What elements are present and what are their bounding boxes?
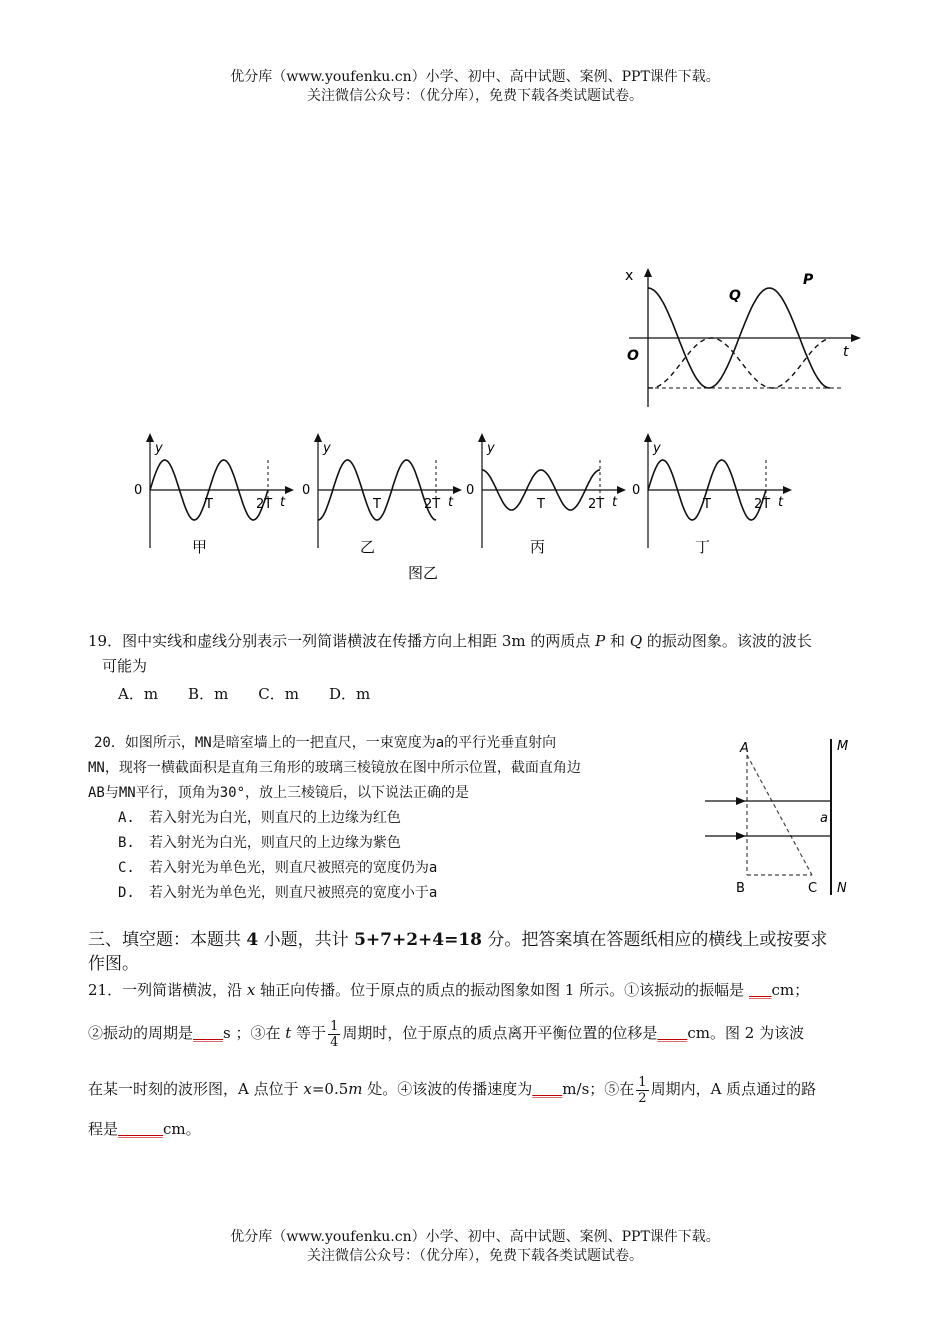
q19-stem-b: 和 [605, 632, 630, 650]
pq-vibration-figure [615, 265, 865, 415]
q21-l3-c: 处。④该波的传播速度为 [362, 1080, 533, 1098]
ruler-label-m: M [837, 739, 849, 754]
prism-figure [700, 735, 865, 900]
panel-y-label: y [323, 441, 331, 456]
q21-l1-a: 21．一列简谐横波，沿 [88, 981, 247, 999]
pq-q-label: Q [729, 288, 741, 304]
header-line-1: 优分库（www.youfenku.cn）小学、初中、高中试题、案例、PPT课件下载。 [230, 69, 720, 85]
footer-line-2: 关注微信公众号：（优分库），免费下载各类试题试卷。 [307, 1248, 643, 1264]
prism-label-c: C [808, 881, 818, 896]
q21-l1-c: cm； [771, 981, 810, 999]
fraction-half-num: 1 [638, 1074, 647, 1090]
pq-origin-label: O [627, 348, 639, 364]
fraction-quarter [328, 1019, 340, 1050]
q19-stem-c: 的振动图象。该波的波长 [642, 632, 812, 650]
wave-panel-bing [466, 433, 626, 548]
section3-part-d: 作图。 [88, 954, 139, 974]
pq-t-arrow [851, 334, 861, 342]
panel-t-label: t [448, 495, 454, 510]
panel-y-arrow [146, 433, 154, 442]
panel-zero-label: 0 [466, 483, 475, 498]
panel-y-label: y [155, 441, 163, 456]
q21-l1-b: 轴正向传播。位于原点的质点的振动图象如图 1 所示。①该振动的振幅是 [255, 981, 749, 999]
q21-l3-e: 周期内，A 质点通过的路 [650, 1080, 817, 1098]
q20-option-b: B. 若入射光为白光，则直尺的上边缘为紫色 [118, 835, 401, 851]
panel-t1-label: T [205, 497, 213, 512]
question-19 [88, 629, 888, 707]
wave-panels-figure [130, 430, 810, 590]
blank-displacement[interactable]: ____ [657, 1024, 688, 1042]
section3-part-c: 分。把答案填在答题纸相应的横线上或按要求 [482, 930, 828, 950]
panel-zero-label: 0 [134, 483, 143, 498]
q21-l2-c: 等于 [291, 1024, 327, 1042]
light-ray-bottom-arrow [736, 832, 746, 840]
fraction-half [636, 1075, 648, 1106]
q21-l2-e: cm。图 2 为该波 [687, 1024, 805, 1042]
q19-stem [88, 629, 888, 654]
panel-y-label: y [653, 441, 661, 456]
prism-side-ac [747, 755, 812, 875]
q21-line-1 [88, 978, 888, 1003]
page-header [0, 68, 950, 106]
light-ray-top-arrow [736, 797, 746, 805]
footer-line-1: 优分库（www.youfenku.cn）小学、初中、高中试题、案例、PPT课件下载。 [230, 1229, 720, 1245]
blank-speed[interactable]: ____ [532, 1080, 563, 1098]
q21-l2-b: s ；③在 [223, 1024, 286, 1042]
panel-zero-label: 0 [302, 483, 311, 498]
q21-l3-b: =0.5 [311, 1080, 349, 1098]
q21-l3-d: m/s；⑤在 [562, 1080, 635, 1098]
panel-y-arrow [644, 433, 652, 442]
fraction-half-den: 2 [638, 1090, 647, 1106]
q21-line-3 [88, 1069, 888, 1109]
prism-label-a: A [740, 741, 749, 756]
q20-option-d: D. 若入射光为单色光，则直尺被照亮的宽度小于a [118, 885, 438, 901]
q21-x: x [246, 981, 256, 999]
panel-label-bing: 丙 [530, 538, 546, 556]
q19-stem-a: 19．图中实线和虚线分别表示一列简谐横波在传播方向上相距 3m 的两质点 [88, 632, 596, 650]
q20-option-a: A. 若入射光为白光，则直尺的上边缘为红色 [118, 810, 401, 826]
q21-l3-a: 在某一时刻的波形图，A 点位于 [88, 1080, 304, 1098]
panel-t2-label: 2T [588, 497, 605, 512]
section-3-heading [88, 928, 888, 976]
ruler-label-n: N [837, 881, 847, 896]
q21-t: t [285, 1024, 292, 1042]
page-footer [0, 1228, 950, 1266]
panel-t2-label: 2T [256, 497, 273, 512]
q21-l4-b: cm。 [163, 1120, 201, 1138]
wave-panel-jia [134, 433, 294, 548]
blank-period[interactable]: ____ [193, 1024, 224, 1042]
panel-label-ding: 丁 [695, 538, 711, 556]
q19-p: P [595, 632, 606, 650]
wave-figure-caption: 图乙 [408, 564, 439, 582]
panel-zero-label: 0 [632, 483, 641, 498]
q20-line-1: 20．如图所示，MN是暗室墙上的一把直尺，一束宽度为a的平行光垂直射向 [94, 735, 557, 751]
panel-label-yi: 乙 [360, 538, 376, 556]
section3-part-b: 小题，共计 [258, 930, 355, 950]
q21-l3-x: x [303, 1080, 312, 1098]
header-line-2: 关注微信公众号：（优分库），免费下载各类试题试卷。 [307, 88, 643, 104]
section3-count: 4 [246, 930, 259, 950]
panel-t-label: t [778, 495, 784, 510]
question-20 [88, 731, 693, 906]
q21-m: m [348, 1080, 363, 1098]
panel-t-arrow [783, 486, 792, 494]
wave-panel-ding [632, 433, 792, 548]
panel-t-arrow [617, 486, 626, 494]
pq-t-label: t [843, 344, 849, 360]
panel-t-label: t [612, 495, 618, 510]
panel-y-label: y [487, 441, 495, 456]
q20-line-2: MN，现将一横截面积是直角三角形的玻璃三棱镜放在图中所示位置，截面直角边 [88, 760, 581, 776]
beam-width-label: a [820, 811, 828, 826]
section3-part-a: 三、填空题：本题共 [88, 930, 247, 950]
blank-amplitude[interactable]: ___ [748, 981, 772, 999]
panel-t-arrow [285, 486, 294, 494]
blank-path[interactable]: ______ [118, 1120, 164, 1138]
panel-t2-label: 2T [424, 497, 441, 512]
wave-panel-yi [302, 433, 462, 548]
question-21 [88, 978, 888, 1142]
pq-p-label: P [803, 272, 814, 288]
q21-line-4 [88, 1117, 888, 1142]
panel-t2-label: 2T [754, 497, 771, 512]
panel-t1-label: T [537, 497, 545, 512]
pq-x-label: x [625, 268, 634, 284]
q19-stem-d: 可能为 [102, 657, 148, 675]
q21-l2-a: ②振动的周期是 [88, 1024, 194, 1042]
panel-t1-label: T [373, 497, 381, 512]
q20-option-c: C. 若入射光为单色光，则直尺被照亮的宽度仍为a [118, 860, 438, 876]
q21-l4-a: 程是 [88, 1120, 119, 1138]
pq-x-arrow [644, 268, 652, 277]
fraction-quarter-num: 1 [330, 1018, 339, 1034]
q21-l2-d: 周期时，位于原点的质点离开平衡位置的位移是 [342, 1024, 658, 1042]
panel-y-arrow [478, 433, 486, 442]
section3-formula: 5+7+2+4=18 [354, 930, 483, 950]
q20-line-3: AB与MN平行，顶角为30°，放上三棱镜后，以下说法正确的是 [88, 785, 469, 801]
panel-y-arrow [314, 433, 322, 442]
wave-panels-svg [130, 430, 810, 590]
q19-q: Q [629, 632, 643, 650]
q21-line-2 [88, 1013, 888, 1053]
panel-label-jia: 甲 [192, 538, 208, 556]
panel-t-label: t [280, 495, 286, 510]
fraction-quarter-den: 4 [330, 1034, 339, 1050]
prism-label-b: B [736, 881, 745, 896]
q19-options: A．m B．m C．m D．m [118, 685, 371, 703]
panel-t1-label: T [703, 497, 711, 512]
panel-t-arrow [453, 486, 462, 494]
